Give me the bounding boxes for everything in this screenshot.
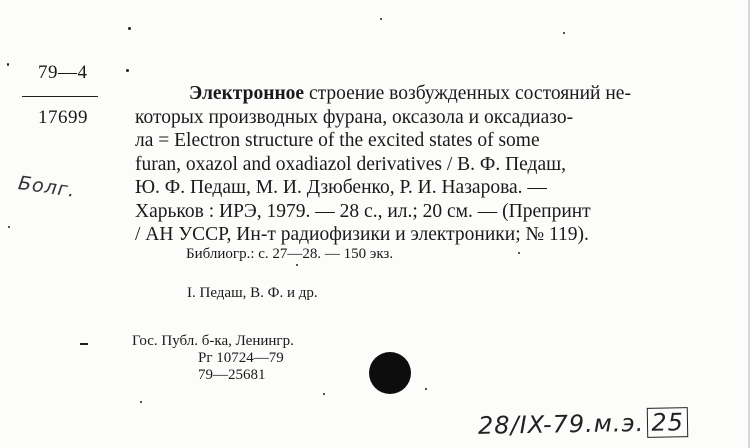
entry-title-start: Электронное [189,83,305,104]
tracing-note: I. Педаш, В. Ф. и др. [187,285,318,301]
entry-line: furan, oxazol and oxadiazol derivatives / В. Ф. Педаш, [135,153,567,175]
speck-mark [140,401,142,403]
punch-hole-mark [369,352,411,394]
speck-mark [296,264,298,266]
call-number-bottom: 17699 [38,107,88,128]
speck-mark [380,18,382,20]
call-number-top: 79—4 [38,62,88,83]
library-name: Гос. Публ. б-ка, Ленингр. [132,333,294,349]
library-stamp [132,333,294,384]
entry-line: Харьков : ИРЭ, 1979. — 28 с., ил.; 20 см. — (Препринт [135,200,591,222]
handwritten-note-left: Болг. [16,172,78,202]
bibliography-note: Библиогр.: с. 27—28. — 150 экз. [186,246,394,262]
bibliographic-entry [135,82,720,247]
divider-rule [22,96,98,97]
speck-mark [323,393,325,395]
handwritten-date-note [478,408,688,440]
entry-line [135,82,720,106]
speck-mark [425,388,427,390]
entry-line: которых производных фурана, оксазола и оксадиазо- [135,106,574,128]
handwritten-boxed-number: 25 [647,407,688,438]
entry-line: / АН УССР, Ин-т радиофизики и электроники; № 119). [135,224,589,245]
speck-mark [518,252,520,254]
accession-number: 79—25681 [198,367,266,383]
speck-mark [126,69,129,72]
handwritten-date: 28/IX-79.м.э. [477,408,645,440]
speck-mark [8,226,10,228]
entry-line: Ю. Ф. Педаш, М. И. Дзюбенко, Р. И. Назарова. — [135,177,547,198]
speck-mark [80,343,88,345]
speck-mark [128,27,131,30]
registration-number: Рг 10724—79 [198,350,284,366]
speck-mark [563,32,565,34]
entry-line: ла = Electron structure of the excited states of some [135,130,540,151]
entry-line-text: строение возбужденных состояний не- [304,83,631,104]
speck-mark [7,63,9,66]
